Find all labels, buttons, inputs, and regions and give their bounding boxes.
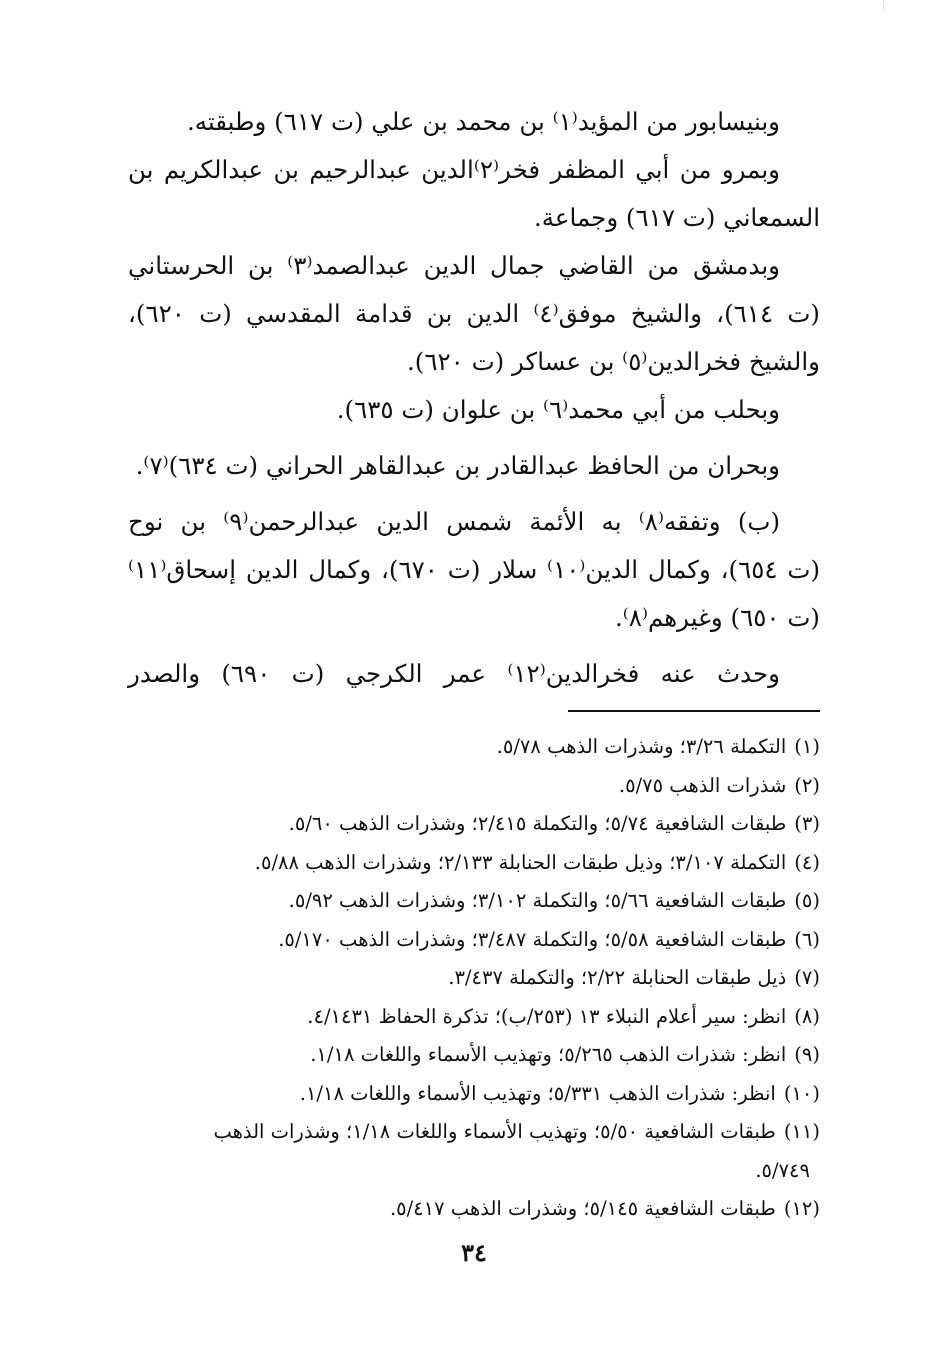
footnote-number: (١١) <box>783 1120 820 1143</box>
footnote-number: (٣) <box>794 812 820 835</box>
footnote-text: ذيل طبقات الحنابلة ٢/٢٢؛ والتكملة ٣/٤٣٧. <box>448 966 787 989</box>
text-line: وبحلب من أبي محمد⁽٦⁾ بن علوان (ت ٦٣٥). <box>336 395 780 424</box>
footnote <box>128 882 820 921</box>
paragraph <box>128 242 820 386</box>
footnote-continuation: ٥/٧٤٩. <box>755 1158 810 1182</box>
footnote-number: (٦) <box>794 927 820 951</box>
footnote-number: (١) <box>794 735 820 758</box>
footnote <box>128 844 820 883</box>
footnote <box>128 805 820 844</box>
paragraph <box>128 498 820 642</box>
footnote-text: طبقات الشافعية ٥/٥٨؛ والتكملة ٣/٤٨٧؛ وشذرات الذهب ٥/١٧٠. <box>278 927 787 951</box>
footnote-separator <box>568 710 820 712</box>
footnote-text: طبقات الشافعية ٥/٥٠؛ وتهذيب الأسماء واللغات ١/١٨؛ وشذرات الذهب <box>213 1120 776 1143</box>
text-line: وبحران من الحافظ عبدالقادر بن عبدالقاهر الحراني (ت ٦٣٤)⁽٧⁾. <box>135 451 780 480</box>
footnote <box>128 1036 820 1075</box>
paragraph <box>128 146 820 242</box>
text-line: وبنيسابور من المؤيد⁽١⁾ بن محمد بن علي (ت ٦١٧) وطبقته. <box>186 107 780 136</box>
footnotes <box>128 728 820 1229</box>
footnote-text: طبقات الشافعية ٥/٦٦؛ والتكملة ٣/١٠٢؛ وشذرات الذهب ٥/٩٢. <box>288 889 787 912</box>
footnote-text: شذرات الذهب ٥/٧٥. <box>618 773 787 797</box>
text-line: والشيخ فخرالدين⁽٥⁾ بن عساكر (ت ٦٢٠). <box>406 347 820 376</box>
paragraph <box>128 442 820 490</box>
footnote <box>128 767 820 806</box>
paragraph <box>128 650 820 698</box>
footnote <box>128 1113 820 1190</box>
footnote-text: انظر: سير أعلام النبلاء ١٣ (٢٥٣/ب)؛ تذكرة الحفاظ ٤/١٤٣١. <box>307 1004 787 1028</box>
footnote-number: (٩) <box>794 1043 820 1066</box>
text-line: (ت ٦٥٠) وغيرهم⁽٨⁾. <box>614 603 820 632</box>
paragraph <box>128 386 820 434</box>
footnote-text: التكملة ٣/٢٦؛ وشذرات الذهب ٥/٧٨. <box>496 735 787 758</box>
footnote-number: (١٠) <box>783 1081 820 1105</box>
corner-mark <box>883 0 886 10</box>
footnote-number: (١٢) <box>783 1197 820 1220</box>
footnote-text: طبقات الشافعية ٥/١٤٥؛ وشذرات الذهب ٥/٤١٧. <box>389 1197 776 1220</box>
footnote-text: انظر: شذرات الذهب ٥/٢٦٥؛ وتهذيب الأسماء واللغات ١/١٨. <box>310 1043 787 1066</box>
footnote <box>128 1075 820 1114</box>
paragraph-gap <box>128 434 820 442</box>
text-line: وحدث عنه فخرالدين⁽١٢⁾ عمر الكرجي (ت ٦٩٠) والصدر <box>128 659 780 688</box>
footnote-number: (٤) <box>794 850 820 874</box>
footnote <box>128 959 820 998</box>
paragraph-gap <box>128 642 820 650</box>
footnote <box>128 1190 820 1229</box>
footnote-number: (٥) <box>794 889 820 912</box>
footnote <box>128 728 820 767</box>
footnote-number: (٢) <box>794 773 820 797</box>
footnote-text: التكملة ٣/١٠٧؛ وذيل طبقات الحنابلة ٢/١٣٣؛ وشذرات الذهب ٥/٨٨. <box>254 850 787 874</box>
footnote-text: انظر: شذرات الذهب ٥/٣٣١؛ وتهذيب الأسماء واللغات ١/١٨. <box>299 1081 776 1105</box>
text-line: السمعاني (ت ٦١٧) وجماعة. <box>534 203 820 232</box>
paragraph <box>128 98 820 146</box>
footnote-number: (٨) <box>794 1004 820 1028</box>
page-number: ٣٤ <box>461 1238 487 1267</box>
footnote <box>128 921 820 960</box>
text-line: (ت ٦١٤)، والشيخ موفق⁽٤⁾ الدين بن قدامة المقدسي (ت ٦٢٠)، <box>128 299 820 328</box>
main-text <box>128 98 820 698</box>
text-line: وبدمشق من القاضي جمال الدين عبدالصمد⁽٣⁾ بن الحرستاني <box>128 251 780 280</box>
paragraph-gap <box>128 490 820 498</box>
text-line: (ب) وتفقه⁽٨⁾ به الأئمة شمس الدين عبدالرحمن⁽٩⁾ بن نوح <box>128 507 780 536</box>
text-line: (ت ٦٥٤)، وكمال الدين⁽١٠⁾ سلار (ت ٦٧٠)، وكمال الدين إسحاق⁽١١⁾ <box>128 555 821 584</box>
footnote <box>128 998 820 1037</box>
footnote-number: (٧) <box>794 966 820 989</box>
footnote-text: طبقات الشافعية ٥/٧٤؛ والتكملة ٢/٤١٥؛ وشذرات الذهب ٥/٦٠. <box>288 812 787 835</box>
text-line: وبمرو من أبي المظفر فخر⁽٢⁾الدين عبدالرحيم بن عبدالكريم بن <box>128 155 780 184</box>
